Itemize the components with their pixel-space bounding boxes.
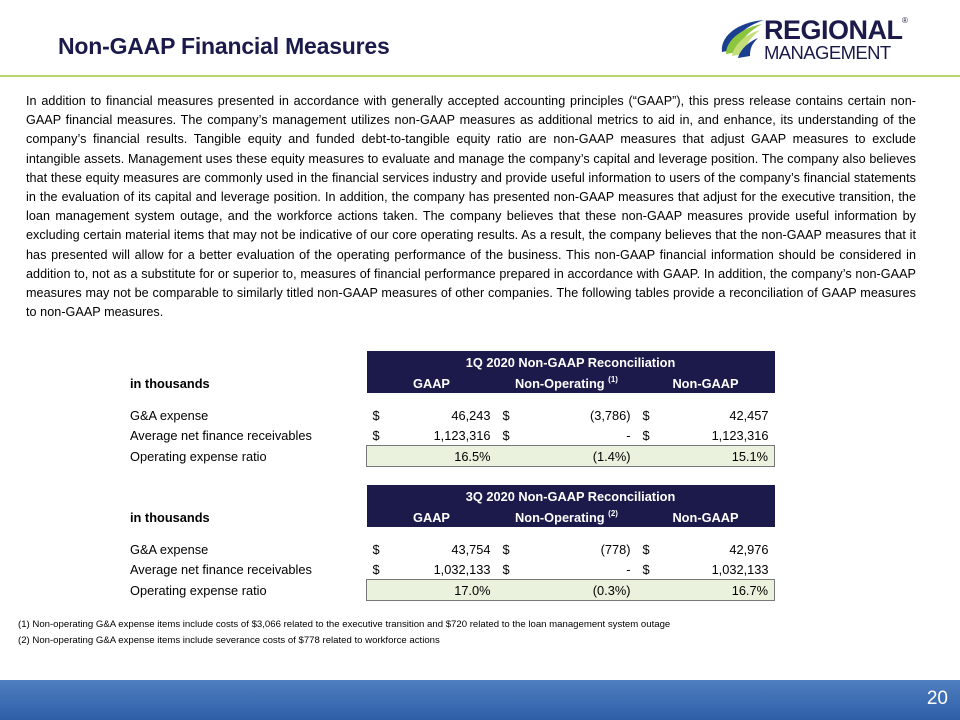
non-operating-value: - — [626, 561, 631, 577]
row-header: in thousands — [130, 375, 210, 391]
row-label: Average net finance receivables — [130, 561, 312, 577]
intro-paragraph: In addition to financial measures presented in accordance with generally accepted accounting principles (“GAAP”), this press release contains certain non-GAAP financial measures. The company’s management utilizes non-GAAP measures as additional metrics to aid in, and enhance, its understanding of the company’s financial results. Tangible equity and funded debt-to-tangible equity ratio are non-GAAP measures that adjust GAAP measures to exclude intangible assets. Management uses these equity measures to evaluate and manage the company’s capital and leverage position. The company also believes that these equity measures are commonly used in the financial services industry and provide useful information to users of the company’s financial statements in the evaluation of its capital and leverage position. In addition, the company has presented non-GAAP measures that adjust for the executive transition, the loan management system outage, and the workforce actions taken. The company believes that these non-GAAP measures provide useful information by excluding certain material items that may not be indicative of our core operating results. As a result, the company believes that the non-GAAP measures that it has presented will allow for a better evaluation of the operating performance of the business. This non-GAAP financial information should be considered in addition to, not as a substitute for or superior to, measures of financial performance prepared in accordance with GAAP. In addition, the company’s non-GAAP measures may not be comparable to similarly titled non-GAAP measures of other companies. The following tables provide a reconciliation of GAAP measures to non-GAAP measures. — [26, 94, 916, 320]
table-title: 1Q 2020 Non-GAAP Reconciliation — [367, 351, 775, 373]
column-header-non-operating: Non-Operating $^{(1)}$ — [497, 373, 637, 393]
currency-symbol: $ — [502, 427, 510, 443]
gaap-value: 1,032,133 — [433, 561, 491, 577]
non-gaap-value: 1,032,133 — [711, 561, 769, 577]
non-gaap-ratio: 15.1% — [665, 446, 775, 467]
currency-symbol: $ — [642, 427, 650, 443]
table-title: 3Q 2020 Non-GAAP Reconciliation — [367, 485, 775, 507]
footnote-2: (2) Non-operating G&A expense items include severance costs of $778 related to workforce actions — [18, 635, 440, 646]
row-label: Average net finance receivables — [130, 427, 312, 443]
table-row — [130, 539, 775, 559]
currency-symbol: $ — [372, 561, 380, 577]
logo-registered-mark: ® — [902, 16, 908, 25]
gaap-ratio: 16.5% — [395, 446, 497, 467]
column-header-non-gaap: Non-GAAP — [637, 507, 775, 527]
currency-symbol: $ — [372, 407, 380, 423]
non-gaap-value: 42,976 — [729, 541, 769, 557]
row-label: Operating expense ratio — [130, 448, 267, 464]
currency-symbol: $ — [502, 561, 510, 577]
non-operating-ratio: (0.3%) — [525, 580, 637, 601]
ratio-row — [130, 580, 775, 601]
ratio-row — [130, 446, 775, 467]
page-title: Non-GAAP Financial Measures — [58, 33, 390, 59]
currency-symbol: $ — [372, 541, 380, 557]
footnotes — [18, 617, 670, 649]
logo-text-bottom: MANAGEMENT — [764, 42, 891, 63]
gaap-value: 46,243 — [451, 407, 491, 423]
column-header-non-gaap: Non-GAAP — [637, 373, 775, 393]
currency-symbol: $ — [372, 427, 380, 443]
footnote-ref: (2) — [608, 509, 618, 518]
reconciliation-table-3q2020 — [130, 485, 775, 601]
non-operating-ratio: (1.4%) — [525, 446, 637, 467]
gaap-value: 1,123,316 — [433, 427, 491, 443]
non-operating-value: - — [626, 427, 631, 443]
gaap-ratio: 17.0% — [395, 580, 497, 601]
footer-bar — [0, 680, 960, 720]
non-operating-value: (778) — [600, 541, 631, 557]
currency-symbol: $ — [642, 407, 650, 423]
table-row — [130, 559, 775, 580]
company-logo — [716, 14, 912, 66]
non-operating-value: (3,786) — [589, 407, 631, 423]
non-gaap-ratio: 16.7% — [665, 580, 775, 601]
currency-symbol: $ — [642, 561, 650, 577]
table-row — [130, 425, 775, 446]
table-row — [130, 405, 775, 425]
column-header-gaap: GAAP — [367, 373, 497, 393]
page-number: 20 — [926, 688, 948, 709]
footnote-1: (1) Non-operating G&A expense items include costs of $3,066 related to the executive transition and $720 related to the loan management system outage — [18, 619, 671, 630]
row-label: Operating expense ratio — [130, 582, 267, 598]
row-header: in thousands — [130, 509, 210, 525]
non-gaap-value: 1,123,316 — [711, 427, 769, 443]
row-label: G&A expense — [130, 541, 209, 557]
currency-symbol: $ — [502, 407, 510, 423]
gaap-value: 43,754 — [451, 541, 491, 557]
logo-text-top: REGIONAL — [764, 15, 903, 45]
currency-symbol: $ — [642, 541, 650, 557]
header-divider — [0, 75, 960, 77]
currency-symbol: $ — [502, 541, 510, 557]
non-gaap-value: 42,457 — [729, 407, 769, 423]
row-label: G&A expense — [130, 407, 209, 423]
column-header-gaap: GAAP — [367, 507, 497, 527]
column-header-non-operating: Non-Operating $^{(2)}$ — [497, 507, 637, 527]
reconciliation-table-1q2020 — [130, 351, 775, 467]
footnote-ref: (1) — [608, 375, 618, 384]
